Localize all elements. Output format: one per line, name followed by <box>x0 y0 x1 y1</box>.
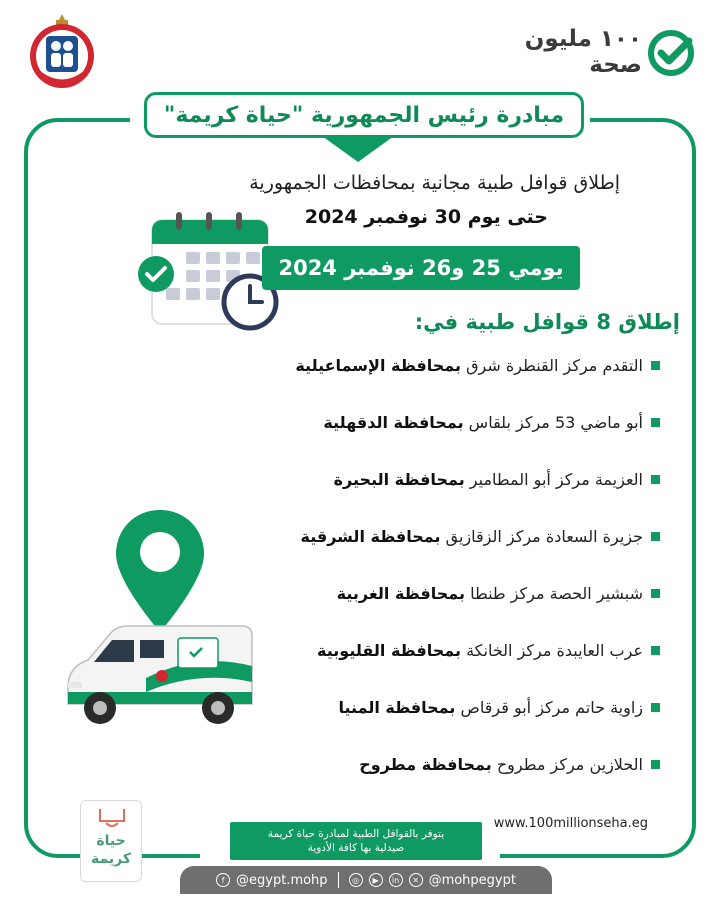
hayah-karima-icon <box>98 807 126 829</box>
launch-heading: إطلاق 8 قوافل طبية في: <box>414 310 680 334</box>
location-governorate: بمحافظة البحيرة <box>333 469 465 489</box>
location-place: شبشير الحصة مركز طنطا <box>464 583 643 603</box>
event-days-text: يومي 25 و26 نوفمبر 2024 <box>278 256 564 280</box>
social-bar <box>180 866 552 894</box>
seha-logo-line1: ١٠٠ مليون <box>524 26 642 52</box>
subtitle-campaign: إطلاق قوافل طبية مجانية بمحافظات الجمهورية <box>249 172 620 194</box>
page-title: مبادرة رئيس الجمهورية "حياة كريمة" <box>163 102 565 128</box>
youtube-icon[interactable]: ▶ <box>369 873 383 887</box>
location-place: العزيمة مركز أبو المطامير <box>464 469 643 489</box>
list-item <box>190 635 660 665</box>
pharmacy-note <box>230 822 482 860</box>
location-governorate: بمحافظة المنيا <box>338 697 456 717</box>
bullet-icon <box>651 475 660 484</box>
bullet-icon <box>651 589 660 598</box>
pharmacy-line2: صيدلية بها كافة الأدوية <box>307 842 405 854</box>
bullet-icon <box>651 703 660 712</box>
seha-check-icon <box>646 28 696 78</box>
list-item <box>190 578 660 608</box>
location-governorate: بمحافظة الغربية <box>336 583 465 603</box>
location-governorate: بمحافظة الدقهلية <box>323 412 464 432</box>
list-item <box>190 407 660 437</box>
list-item <box>190 749 660 779</box>
divider <box>338 872 339 888</box>
list-item <box>190 521 660 551</box>
x-icon[interactable]: ✕ <box>409 873 423 887</box>
pharmacy-line1: يتوفر بالقوافل الطبية لمبادرة حياة كريمة <box>267 828 445 840</box>
hayah-logo-line1: حياة <box>96 833 126 849</box>
facebook-handle[interactable]: @egypt.mohp <box>236 872 328 888</box>
location-place: عرب العايبدة مركز الخانكة <box>461 640 643 660</box>
title-banner <box>144 92 584 138</box>
list-item <box>190 692 660 722</box>
list-item <box>190 464 660 494</box>
list-item <box>190 350 660 380</box>
bullet-icon <box>651 361 660 370</box>
location-place: الحلازين مركز مطروح <box>491 754 643 774</box>
bullet-icon <box>651 760 660 769</box>
seha-logo-line2: صحة <box>589 52 642 78</box>
location-governorate: بمحافظة القليوبية <box>317 640 461 660</box>
location-governorate: بمحافظة الإسماعيلية <box>295 355 462 375</box>
social-handle[interactable]: @mohpegypt <box>428 872 516 888</box>
medical-van-icon <box>58 612 258 734</box>
subtitle-deadline: حتى يوم 30 نوفمبر 2024 <box>304 206 548 228</box>
facebook-icon[interactable]: f <box>216 873 230 887</box>
location-place: التقدم مركز القنطرة شرق <box>461 355 643 375</box>
location-place: أبو ماضي 53 مركز بلقاس <box>463 412 643 432</box>
bullet-icon <box>651 646 660 655</box>
location-governorate: بمحافظة مطروح <box>359 754 492 774</box>
ministry-emblem-icon <box>26 12 98 96</box>
linkedin-icon[interactable]: in <box>389 873 403 887</box>
location-place: زاوية حاتم مركز أبو قرقاص <box>455 697 643 717</box>
instagram-icon[interactable]: ◎ <box>349 873 363 887</box>
website-link[interactable]: www.100millionseha.eg <box>493 816 648 831</box>
title-pointer <box>322 136 394 164</box>
location-place: جزيرة السعادة مركز الزقازيق <box>440 526 643 546</box>
bullet-icon <box>651 532 660 541</box>
hayah-karima-logo <box>80 800 142 882</box>
hayah-logo-line2: كريمة <box>91 851 131 867</box>
location-governorate: بمحافظة الشرقية <box>300 526 441 546</box>
event-days-banner <box>262 246 580 290</box>
bullet-icon <box>651 418 660 427</box>
